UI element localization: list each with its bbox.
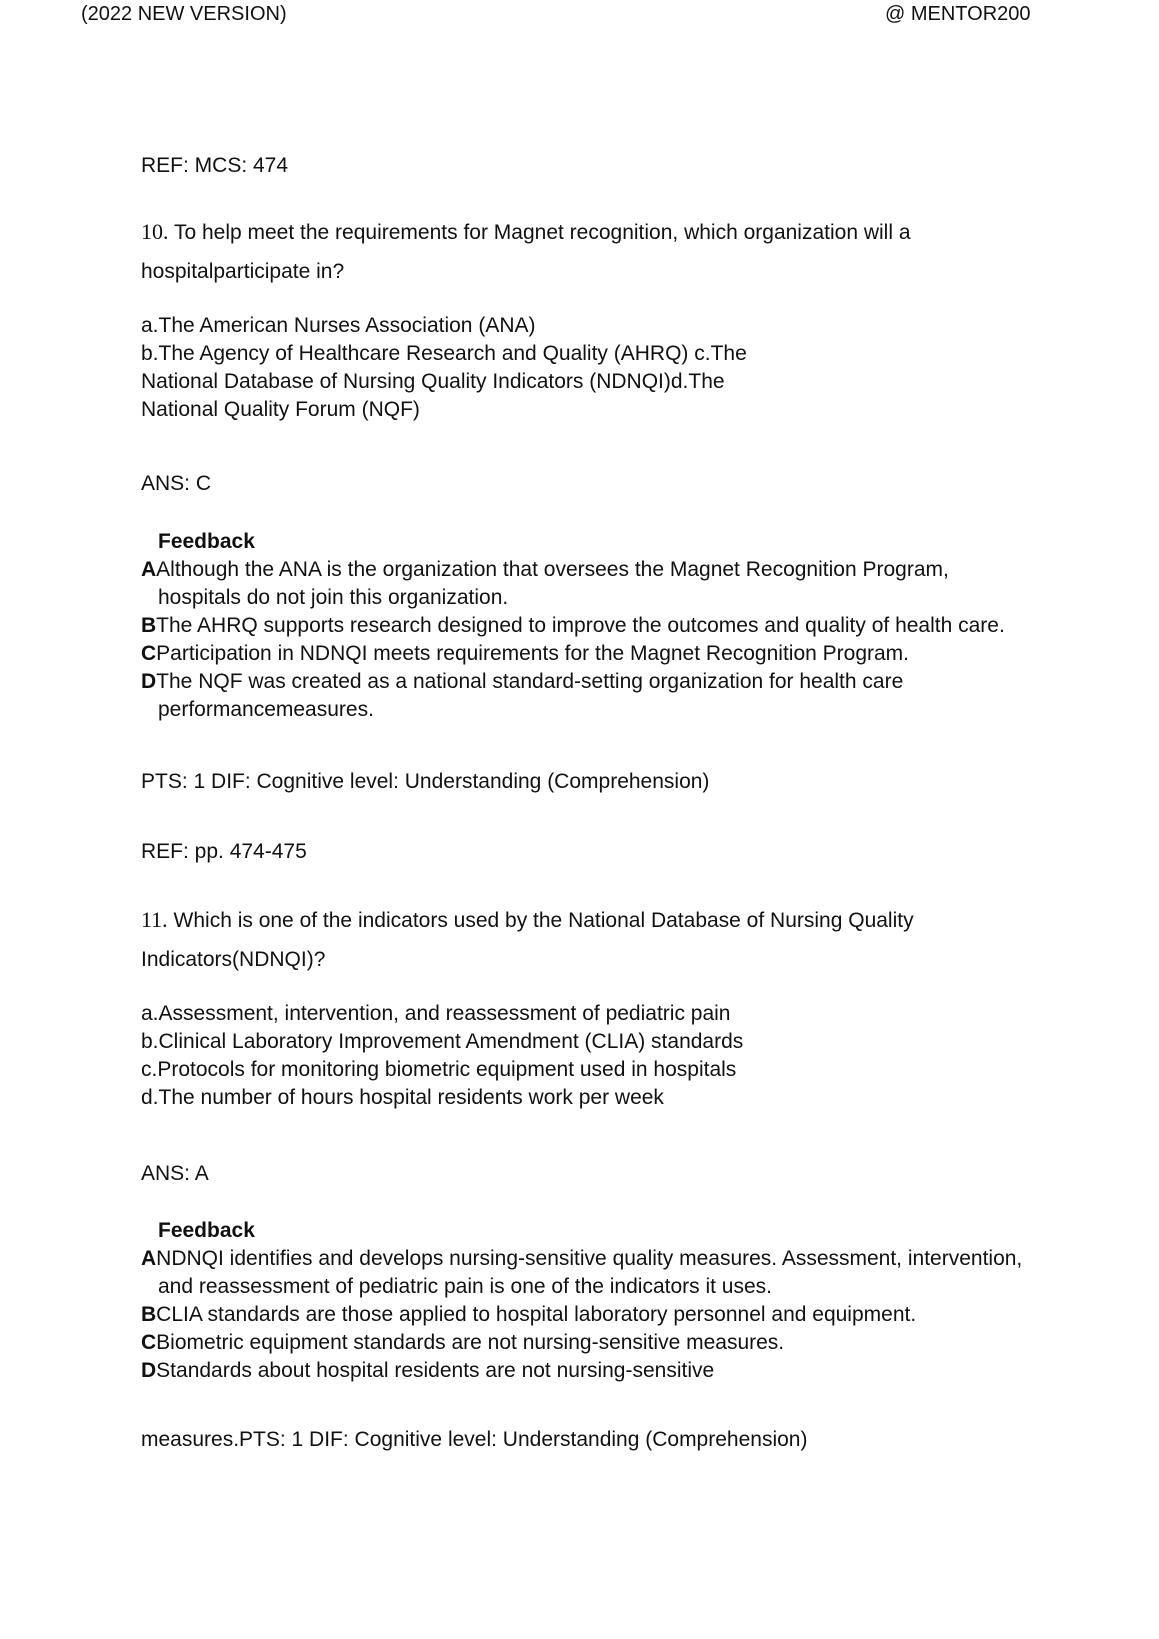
feedback-item-c	[141, 1329, 1101, 1357]
feedback-item-b	[141, 612, 1101, 640]
option-line: c.Protocols for monitoring biometric equipment used in hospitals	[141, 1058, 737, 1081]
question-10-ref: REF: pp. 474-475	[141, 840, 307, 863]
feedback-text: Standards about hospital residents are not nursing-sensitive	[156, 1359, 715, 1382]
question-10-pts: PTS: 1 DIF: Cognitive level: Understanding (Comprehension)	[141, 770, 710, 793]
feedback-letter: D	[141, 670, 157, 693]
feedback-item-b	[141, 1301, 1101, 1329]
feedback-item-c	[141, 640, 1101, 668]
feedback-continuation: performancemeasures.	[158, 698, 374, 721]
question-10-line1	[141, 218, 1101, 247]
option-line: a.Assessment, intervention, and reassessment of pediatric pain	[141, 1002, 731, 1025]
feedback-text: NDNQI identifies and develops nursing-sensitive quality measures. Assessment, intervention,	[156, 1247, 1023, 1270]
feedback-text: Although the ANA is the organization that oversees the Magnet Recognition Program,	[156, 558, 949, 581]
question-11-line2: Indicators(NDNQI)?	[141, 948, 326, 971]
feedback-letter: D	[141, 1359, 157, 1382]
header-left-label: (2022 NEW VERSION)	[81, 3, 287, 25]
feedback-letter: B	[141, 614, 157, 637]
question-10-text: To help meet the requirements for Magnet recognition, which organization will a	[168, 221, 911, 244]
question-11-feedback	[141, 1217, 1101, 1385]
question-11-line1	[141, 906, 1101, 935]
option-line: National Quality Forum (NQF)	[141, 398, 420, 421]
feedback-letter: C	[141, 642, 157, 665]
question-11-number: 11.	[141, 907, 168, 932]
question-10-options	[141, 312, 1101, 424]
feedback-letter: B	[141, 1303, 157, 1326]
feedback-title: Feedback	[158, 530, 255, 553]
feedback-item-a	[141, 1245, 1101, 1301]
feedback-letter: C	[141, 1331, 157, 1354]
option-line: b.Clinical Laboratory Improvement Amendment (CLIA) standards	[141, 1030, 744, 1053]
feedback-letter: A	[141, 558, 157, 581]
option-line: a.The American Nurses Association (ANA)	[141, 314, 536, 337]
feedback-continuation: and reassessment of pediatric pain is one of the indicators it uses.	[158, 1275, 773, 1298]
feedback-text: Participation in NDNQI meets requirements for the Magnet Recognition Program.	[156, 642, 910, 665]
option-line: National Database of Nursing Quality Indicators (NDNQI)d.The	[141, 370, 725, 393]
feedback-text: Biometric equipment standards are not nursing-sensitive measures.	[156, 1331, 785, 1354]
header-right-label: @ MENTOR200	[885, 3, 1031, 25]
feedback-item-d	[141, 668, 1101, 724]
question-11-text: Which is one of the indicators used by the National Database of Nursing Quality	[167, 909, 914, 932]
question-11-answer: ANS: A	[141, 1162, 209, 1185]
feedback-text: The NQF was created as a national standard-setting organization for health care	[156, 670, 904, 693]
question-10-answer: ANS: C	[141, 472, 212, 495]
feedback-item-d	[141, 1357, 1101, 1385]
question-10-line2: hospitalparticipate in?	[141, 260, 345, 283]
option-line: b.The Agency of Healthcare Research and Quality (AHRQ) c.The	[141, 342, 747, 365]
question-10-feedback	[141, 528, 1101, 724]
question-11-tail: measures.PTS: 1 DIF: Cognitive level: Understanding (Comprehension)	[141, 1428, 808, 1451]
question-10-number: 10.	[141, 219, 169, 244]
feedback-item-a	[141, 556, 1101, 612]
ref-top: REF: MCS: 474	[141, 154, 289, 177]
feedback-letter: A	[141, 1247, 157, 1270]
feedback-text: The AHRQ supports research designed to improve the outcomes and quality of health care.	[156, 614, 1005, 637]
feedback-text: CLIA standards are those applied to hospital laboratory personnel and equipment.	[156, 1303, 917, 1326]
feedback-continuation: hospitals do not join this organization.	[158, 586, 509, 609]
option-line: d.The number of hours hospital residents work per week	[141, 1086, 664, 1109]
feedback-title: Feedback	[158, 1219, 255, 1242]
question-11-options	[141, 1000, 1101, 1112]
